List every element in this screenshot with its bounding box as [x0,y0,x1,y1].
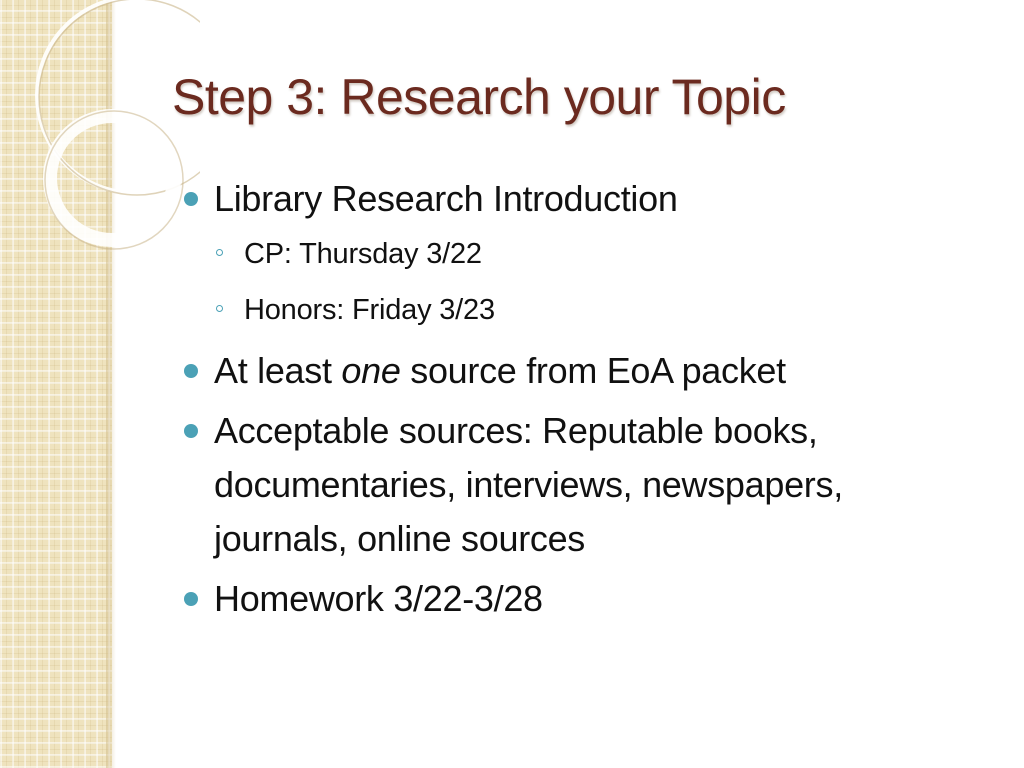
decorative-ring-small-shadow [45,111,183,249]
bullet-text-after: source from EoA packet [400,350,786,391]
bullet-eoa-source [182,344,982,398]
sub-bullet-honors [182,282,982,338]
sub-bullet-ring-icon [216,305,223,312]
bullet-dot-icon [184,424,198,438]
bullet-text: Homework 3/22-3/28 [214,578,543,619]
sub-bullet-text: Honors: Friday 3/23 [244,294,495,326]
bullet-acceptable-sources [182,404,982,566]
bullet-text: Library Research Introduction [214,178,678,219]
bullet-library-research [182,172,982,226]
bullet-dot-icon [184,592,198,606]
sub-bullet-text: CP: Thursday 3/22 [244,238,482,270]
bullet-text: Acceptable sources: Reputable books, documentaries, interviews, newspapers, journals, online sources [214,410,843,559]
decorative-rings [0,0,200,260]
sub-bullet-cp [182,226,982,282]
bullet-homework [182,572,982,626]
bullet-text-emphasis: one [341,350,401,391]
bullet-text [214,350,786,391]
bullet-dot-icon [184,192,198,206]
bullet-list [182,172,982,626]
decorative-ring-small [50,116,174,240]
bullet-dot-icon [184,364,198,378]
sub-bullet-ring-icon [216,249,223,256]
bullet-text-before: At least [214,350,342,391]
slide-title: Step 3: Research your Topic [172,69,786,125]
